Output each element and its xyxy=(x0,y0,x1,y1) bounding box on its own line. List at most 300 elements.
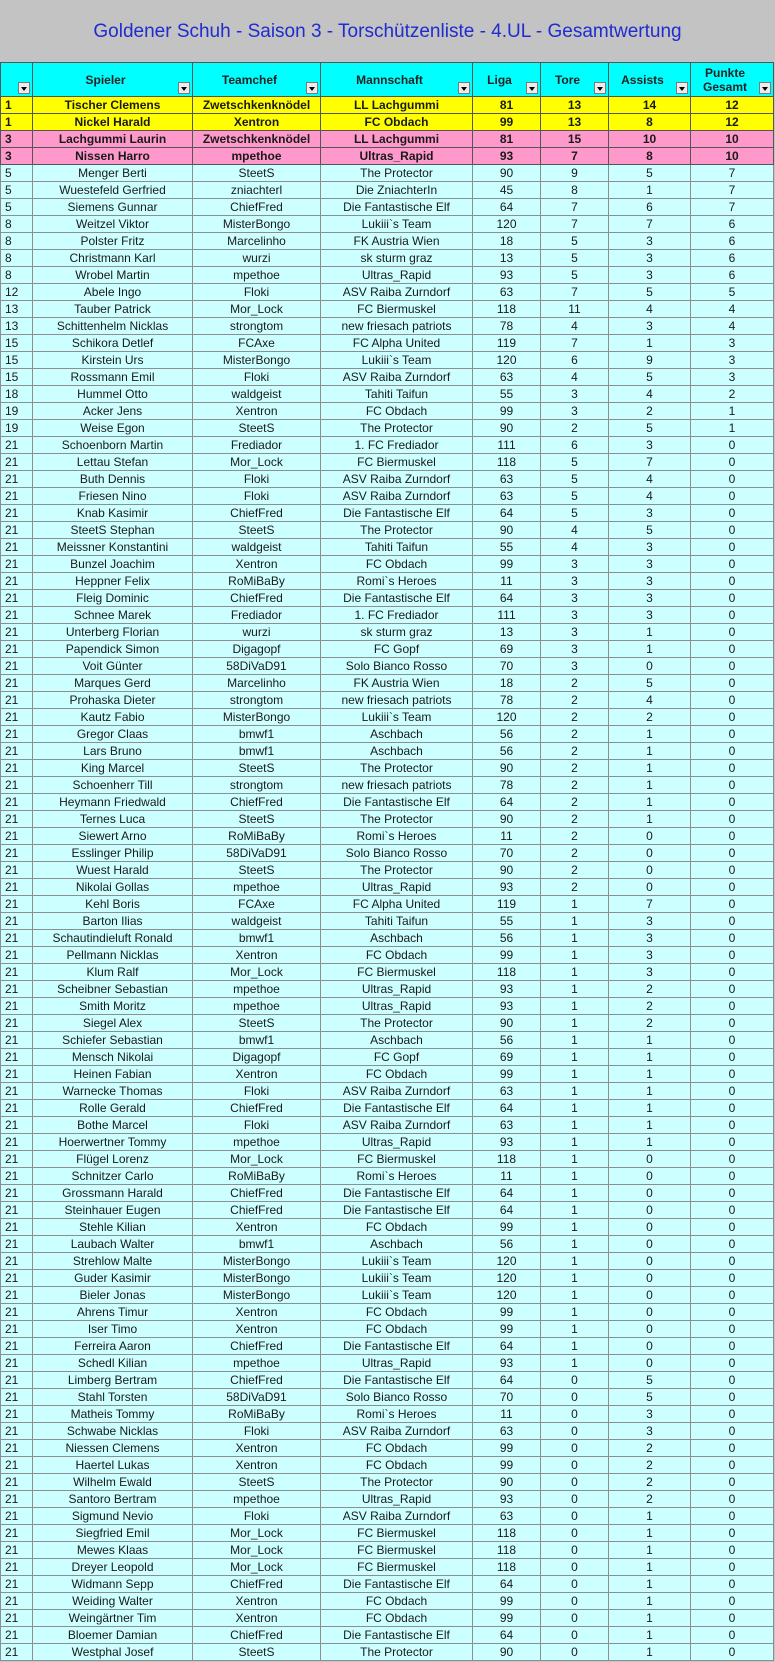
table-row xyxy=(1,1049,774,1066)
team-cell: Ultras_Rapid xyxy=(321,1134,473,1151)
rank-cell: 21 xyxy=(1,590,33,607)
goals-cell: 1 xyxy=(541,947,609,964)
chevron-down-icon[interactable] xyxy=(178,82,190,94)
teamchef-cell: Marcelinho xyxy=(193,675,321,692)
liga-cell: 111 xyxy=(473,437,541,454)
liga-cell: 99 xyxy=(473,556,541,573)
assists-cell: 5 xyxy=(609,420,691,437)
teamchef-cell: Floki xyxy=(193,488,321,505)
rank-cell: 21 xyxy=(1,862,33,879)
table-row xyxy=(1,1253,774,1270)
liga-cell: 11 xyxy=(473,1168,541,1185)
liga-cell: 64 xyxy=(473,1185,541,1202)
goals-cell: 1 xyxy=(541,1304,609,1321)
points-cell: 0 xyxy=(691,709,774,726)
table-row xyxy=(1,250,774,267)
rank-cell: 21 xyxy=(1,624,33,641)
points-cell: 0 xyxy=(691,1576,774,1593)
player-cell: Menger Berti xyxy=(33,165,193,182)
assists-cell: 6 xyxy=(609,199,691,216)
rank-cell: 21 xyxy=(1,930,33,947)
liga-cell: 56 xyxy=(473,1236,541,1253)
player-cell: Christmann Karl xyxy=(33,250,193,267)
player-cell: Weiding Walter xyxy=(33,1593,193,1610)
player-cell: Iser Timo xyxy=(33,1321,193,1338)
goals-cell: 13 xyxy=(541,114,609,131)
table-row xyxy=(1,539,774,556)
teamchef-cell: Zwetschkenknödel xyxy=(193,97,321,114)
liga-cell: 118 xyxy=(473,1559,541,1576)
assists-cell: 8 xyxy=(609,148,691,165)
teamchef-cell: RoMiBaBy xyxy=(193,1406,321,1423)
liga-cell: 120 xyxy=(473,1253,541,1270)
liga-cell: 90 xyxy=(473,1644,541,1661)
rank-cell: 21 xyxy=(1,573,33,590)
rank-cell: 21 xyxy=(1,811,33,828)
teamchef-cell: Floki xyxy=(193,1117,321,1134)
goals-cell: 2 xyxy=(541,726,609,743)
liga-cell: 93 xyxy=(473,1491,541,1508)
teamchef-cell: mpethoe xyxy=(193,267,321,284)
goals-cell: 0 xyxy=(541,1491,609,1508)
player-cell: Friesen Nino xyxy=(33,488,193,505)
points-cell: 0 xyxy=(691,1508,774,1525)
points-cell: 0 xyxy=(691,1525,774,1542)
team-cell: Tahiti Taifun xyxy=(321,539,473,556)
points-cell: 0 xyxy=(691,743,774,760)
points-cell: 5 xyxy=(691,284,774,301)
liga-cell: 69 xyxy=(473,1049,541,1066)
goals-cell: 1 xyxy=(541,1049,609,1066)
rank-cell: 5 xyxy=(1,165,33,182)
liga-cell: 55 xyxy=(473,539,541,556)
liga-cell: 120 xyxy=(473,352,541,369)
player-cell: Bothe Marcel xyxy=(33,1117,193,1134)
table-row xyxy=(1,1083,774,1100)
team-cell: FC Obdach xyxy=(321,1457,473,1474)
team-cell: The Protector xyxy=(321,1015,473,1032)
team-cell: Ultras_Rapid xyxy=(321,879,473,896)
goals-cell: 0 xyxy=(541,1627,609,1644)
rank-cell: 21 xyxy=(1,1559,33,1576)
team-cell: FC Obdach xyxy=(321,947,473,964)
liga-cell: 90 xyxy=(473,522,541,539)
liga-cell: 111 xyxy=(473,607,541,624)
goals-cell: 7 xyxy=(541,335,609,352)
rank-cell: 3 xyxy=(1,148,33,165)
player-cell: Ferreira Aaron xyxy=(33,1338,193,1355)
teamchef-cell: MisterBongo xyxy=(193,352,321,369)
assists-cell: 1 xyxy=(609,624,691,641)
liga-cell: 13 xyxy=(473,624,541,641)
table-row xyxy=(1,1372,774,1389)
table-row xyxy=(1,1202,774,1219)
assists-cell: 0 xyxy=(609,862,691,879)
points-cell: 0 xyxy=(691,522,774,539)
team-cell: ASV Raiba Zurndorf xyxy=(321,1117,473,1134)
liga-cell: 64 xyxy=(473,1338,541,1355)
assists-cell: 1 xyxy=(609,1134,691,1151)
column-header-label: Punkte Gesamt xyxy=(702,65,748,94)
rank-cell: 1 xyxy=(1,97,33,114)
rank-cell: 21 xyxy=(1,913,33,930)
player-cell: Nickel Harald xyxy=(33,114,193,131)
team-cell: Die Fantastische Elf xyxy=(321,1185,473,1202)
goals-cell: 7 xyxy=(541,284,609,301)
team-cell: Die Fantastische Elf xyxy=(321,505,473,522)
player-cell: Kehl Boris xyxy=(33,896,193,913)
team-cell: FC Biermuskel xyxy=(321,1542,473,1559)
player-cell: Dreyer Leopold xyxy=(33,1559,193,1576)
team-cell: ASV Raiba Zurndorf xyxy=(321,1083,473,1100)
teamchef-cell: mpethoe xyxy=(193,981,321,998)
points-cell: 0 xyxy=(691,947,774,964)
table-row xyxy=(1,1151,774,1168)
rank-cell: 21 xyxy=(1,964,33,981)
points-cell: 0 xyxy=(691,641,774,658)
goals-cell: 2 xyxy=(541,709,609,726)
teamchef-cell: Xentron xyxy=(193,1610,321,1627)
teamchef-cell: Frediador xyxy=(193,607,321,624)
team-cell: Ultras_Rapid xyxy=(321,1355,473,1372)
table-row xyxy=(1,930,774,947)
liga-cell: 81 xyxy=(473,97,541,114)
rank-cell: 21 xyxy=(1,1457,33,1474)
team-cell: Ultras_Rapid xyxy=(321,1491,473,1508)
rank-cell: 21 xyxy=(1,641,33,658)
team-cell: Die Fantastische Elf xyxy=(321,1576,473,1593)
points-cell: 0 xyxy=(691,1015,774,1032)
assists-cell: 4 xyxy=(609,471,691,488)
rank-cell: 21 xyxy=(1,726,33,743)
chevron-down-icon[interactable] xyxy=(594,82,606,94)
team-cell: Ultras_Rapid xyxy=(321,981,473,998)
team-cell: Die Fantastische Elf xyxy=(321,590,473,607)
player-cell: Schoenherr Till xyxy=(33,777,193,794)
liga-cell: 93 xyxy=(473,998,541,1015)
teamchef-cell: ChiefFred xyxy=(193,1338,321,1355)
assists-cell: 1 xyxy=(609,641,691,658)
liga-cell: 56 xyxy=(473,726,541,743)
table-row xyxy=(1,641,774,658)
team-cell: Romi`s Heroes xyxy=(321,1168,473,1185)
player-cell: Schikora Detlef xyxy=(33,335,193,352)
table-row xyxy=(1,743,774,760)
teamchef-cell: 58DiVaD91 xyxy=(193,658,321,675)
points-cell: 0 xyxy=(691,488,774,505)
assists-cell: 0 xyxy=(609,1270,691,1287)
goals-cell: 2 xyxy=(541,811,609,828)
goals-cell: 4 xyxy=(541,318,609,335)
player-cell: Strehlow Malte xyxy=(33,1253,193,1270)
teamchef-cell: MisterBongo xyxy=(193,1287,321,1304)
liga-cell: 18 xyxy=(473,233,541,250)
team-cell: FC Alpha United xyxy=(321,335,473,352)
rank-cell: 1 xyxy=(1,114,33,131)
table-row xyxy=(1,998,774,1015)
rank-cell: 21 xyxy=(1,1066,33,1083)
goals-cell: 2 xyxy=(541,777,609,794)
table-row xyxy=(1,1219,774,1236)
rank-cell: 21 xyxy=(1,692,33,709)
table-row xyxy=(1,590,774,607)
teamchef-cell: ChiefFred xyxy=(193,199,321,216)
team-cell: Die Fantastische Elf xyxy=(321,1627,473,1644)
assists-cell: 0 xyxy=(609,1355,691,1372)
rank-cell: 21 xyxy=(1,709,33,726)
assists-cell: 3 xyxy=(609,573,691,590)
points-cell: 0 xyxy=(691,1372,774,1389)
points-cell: 0 xyxy=(691,1219,774,1236)
points-cell: 0 xyxy=(691,1423,774,1440)
rank-cell: 21 xyxy=(1,828,33,845)
assists-cell: 0 xyxy=(609,1253,691,1270)
goals-cell: 15 xyxy=(541,131,609,148)
rank-cell: 21 xyxy=(1,1406,33,1423)
teamchef-cell: wurzi xyxy=(193,250,321,267)
assists-cell: 0 xyxy=(609,658,691,675)
assists-cell: 1 xyxy=(609,1525,691,1542)
assists-cell: 5 xyxy=(609,1372,691,1389)
goals-cell: 5 xyxy=(541,233,609,250)
table-row xyxy=(1,335,774,352)
rank-cell: 8 xyxy=(1,250,33,267)
chevron-down-icon[interactable] xyxy=(676,82,688,94)
team-cell: FC Alpha United xyxy=(321,896,473,913)
team-cell: FC Obdach xyxy=(321,1610,473,1627)
rank-cell: 21 xyxy=(1,1083,33,1100)
liga-cell: 18 xyxy=(473,675,541,692)
table-row xyxy=(1,1576,774,1593)
teamchef-cell: bmwf1 xyxy=(193,743,321,760)
team-cell: Die Fantastische Elf xyxy=(321,1100,473,1117)
player-cell: Bloemer Damian xyxy=(33,1627,193,1644)
player-cell: Schnee Marek xyxy=(33,607,193,624)
column-header-mannschaft xyxy=(321,63,473,97)
player-cell: Ternes Luca xyxy=(33,811,193,828)
table-row xyxy=(1,692,774,709)
liga-cell: 56 xyxy=(473,743,541,760)
assists-cell: 3 xyxy=(609,1406,691,1423)
chevron-down-icon[interactable] xyxy=(526,82,538,94)
player-cell: Weingärtner Tim xyxy=(33,1610,193,1627)
assists-cell: 4 xyxy=(609,692,691,709)
points-cell: 0 xyxy=(691,1457,774,1474)
rank-cell: 21 xyxy=(1,760,33,777)
goals-cell: 2 xyxy=(541,692,609,709)
teamchef-cell: bmwf1 xyxy=(193,1032,321,1049)
table-row xyxy=(1,1236,774,1253)
team-cell: Solo Bianco Rosso xyxy=(321,658,473,675)
team-cell: sk sturm graz xyxy=(321,250,473,267)
table-row xyxy=(1,318,774,335)
assists-cell: 2 xyxy=(609,1015,691,1032)
table-row xyxy=(1,471,774,488)
rank-cell: 21 xyxy=(1,1049,33,1066)
points-cell: 0 xyxy=(691,607,774,624)
teamchef-cell: RoMiBaBy xyxy=(193,828,321,845)
points-cell: 0 xyxy=(691,505,774,522)
table-row xyxy=(1,420,774,437)
team-cell: FC Biermuskel xyxy=(321,454,473,471)
player-cell: Wuest Harald xyxy=(33,862,193,879)
points-cell: 6 xyxy=(691,233,774,250)
points-cell: 0 xyxy=(691,1185,774,1202)
chevron-down-icon[interactable] xyxy=(306,82,318,94)
points-cell: 0 xyxy=(691,879,774,896)
liga-cell: 63 xyxy=(473,1508,541,1525)
goals-cell: 5 xyxy=(541,267,609,284)
table-row xyxy=(1,1015,774,1032)
liga-cell: 78 xyxy=(473,318,541,335)
points-cell: 0 xyxy=(691,1117,774,1134)
liga-cell: 55 xyxy=(473,913,541,930)
rank-cell: 21 xyxy=(1,607,33,624)
goals-cell: 0 xyxy=(541,1593,609,1610)
assists-cell: 1 xyxy=(609,1100,691,1117)
points-cell: 0 xyxy=(691,1083,774,1100)
teamchef-cell: Zwetschkenknödel xyxy=(193,131,321,148)
points-cell: 1 xyxy=(691,403,774,420)
assists-cell: 0 xyxy=(609,1151,691,1168)
player-cell: Westphal Josef xyxy=(33,1644,193,1661)
goals-cell: 1 xyxy=(541,1134,609,1151)
table-row xyxy=(1,845,774,862)
player-cell: Abele Ingo xyxy=(33,284,193,301)
teamchef-cell: Xentron xyxy=(193,403,321,420)
liga-cell: 81 xyxy=(473,131,541,148)
rank-cell: 21 xyxy=(1,1117,33,1134)
table-row xyxy=(1,1389,774,1406)
liga-cell: 120 xyxy=(473,216,541,233)
points-cell: 0 xyxy=(691,1338,774,1355)
rank-cell: 21 xyxy=(1,1287,33,1304)
rank-cell: 21 xyxy=(1,1627,33,1644)
points-cell: 0 xyxy=(691,1440,774,1457)
player-cell: Voit Günter xyxy=(33,658,193,675)
liga-cell: 99 xyxy=(473,1457,541,1474)
table-row xyxy=(1,1457,774,1474)
table-row xyxy=(1,1355,774,1372)
goals-cell: 2 xyxy=(541,743,609,760)
points-cell: 6 xyxy=(691,267,774,284)
player-cell: Mensch Nikolai xyxy=(33,1049,193,1066)
points-cell: 3 xyxy=(691,369,774,386)
points-cell: 0 xyxy=(691,556,774,573)
table-row xyxy=(1,1100,774,1117)
assists-cell: 3 xyxy=(609,1423,691,1440)
rank-cell: 21 xyxy=(1,1338,33,1355)
points-cell: 0 xyxy=(691,692,774,709)
player-cell: Schedl Kilian xyxy=(33,1355,193,1372)
points-cell: 0 xyxy=(691,1049,774,1066)
team-cell: sk sturm graz xyxy=(321,624,473,641)
rank-cell: 21 xyxy=(1,1610,33,1627)
points-cell: 0 xyxy=(691,1389,774,1406)
assists-cell: 0 xyxy=(609,1202,691,1219)
table-row xyxy=(1,1491,774,1508)
teamchef-cell: SteetS xyxy=(193,522,321,539)
assists-cell: 3 xyxy=(609,913,691,930)
liga-cell: 63 xyxy=(473,488,541,505)
liga-cell: 64 xyxy=(473,1576,541,1593)
assists-cell: 7 xyxy=(609,454,691,471)
assists-cell: 0 xyxy=(609,845,691,862)
goals-cell: 2 xyxy=(541,794,609,811)
table-row xyxy=(1,862,774,879)
teamchef-cell: MisterBongo xyxy=(193,1270,321,1287)
teamchef-cell: waldgeist xyxy=(193,386,321,403)
team-cell: Lukiii`s Team xyxy=(321,1287,473,1304)
teamchef-cell: Mor_Lock xyxy=(193,1525,321,1542)
goals-cell: 3 xyxy=(541,386,609,403)
team-cell: FC Gopf xyxy=(321,1049,473,1066)
table-row xyxy=(1,709,774,726)
team-cell: FC Obdach xyxy=(321,1219,473,1236)
team-cell: ASV Raiba Zurndorf xyxy=(321,471,473,488)
teamchef-cell: bmwf1 xyxy=(193,726,321,743)
rank-cell: 21 xyxy=(1,1202,33,1219)
points-cell: 10 xyxy=(691,131,774,148)
player-cell: Sigmund Nevio xyxy=(33,1508,193,1525)
points-cell: 0 xyxy=(691,624,774,641)
table-row xyxy=(1,1304,774,1321)
assists-cell: 4 xyxy=(609,386,691,403)
player-cell: King Marcel xyxy=(33,760,193,777)
assists-cell: 0 xyxy=(609,1185,691,1202)
teamchef-cell: MisterBongo xyxy=(193,216,321,233)
goals-cell: 3 xyxy=(541,607,609,624)
points-cell: 12 xyxy=(691,97,774,114)
points-cell: 7 xyxy=(691,165,774,182)
table-row xyxy=(1,879,774,896)
teamchef-cell: Xentron xyxy=(193,114,321,131)
assists-cell: 3 xyxy=(609,267,691,284)
assists-cell: 1 xyxy=(609,1593,691,1610)
goals-cell: 3 xyxy=(541,641,609,658)
goals-cell: 8 xyxy=(541,182,609,199)
table-row xyxy=(1,573,774,590)
points-cell: 0 xyxy=(691,1151,774,1168)
rank-cell: 15 xyxy=(1,352,33,369)
team-cell: 1. FC Frediador xyxy=(321,437,473,454)
chevron-down-icon[interactable] xyxy=(759,82,771,94)
points-cell: 0 xyxy=(691,675,774,692)
assists-cell: 1 xyxy=(609,1644,691,1661)
chevron-down-icon[interactable] xyxy=(18,82,30,94)
rank-cell: 21 xyxy=(1,1134,33,1151)
team-cell: Romi`s Heroes xyxy=(321,828,473,845)
liga-cell: 99 xyxy=(473,1440,541,1457)
table-row xyxy=(1,131,774,148)
assists-cell: 0 xyxy=(609,1219,691,1236)
teamchef-cell: 58DiVaD91 xyxy=(193,1389,321,1406)
points-cell: 0 xyxy=(691,1168,774,1185)
liga-cell: 99 xyxy=(473,947,541,964)
chevron-down-icon[interactable] xyxy=(458,82,470,94)
teamchef-cell: mpethoe xyxy=(193,148,321,165)
points-cell: 0 xyxy=(691,1355,774,1372)
goals-cell: 0 xyxy=(541,1542,609,1559)
table-row xyxy=(1,947,774,964)
player-cell: Buth Dennis xyxy=(33,471,193,488)
table-row xyxy=(1,505,774,522)
table-row xyxy=(1,165,774,182)
rank-cell: 21 xyxy=(1,1219,33,1236)
table-row xyxy=(1,284,774,301)
teamchef-cell: Frediador xyxy=(193,437,321,454)
table-row xyxy=(1,522,774,539)
